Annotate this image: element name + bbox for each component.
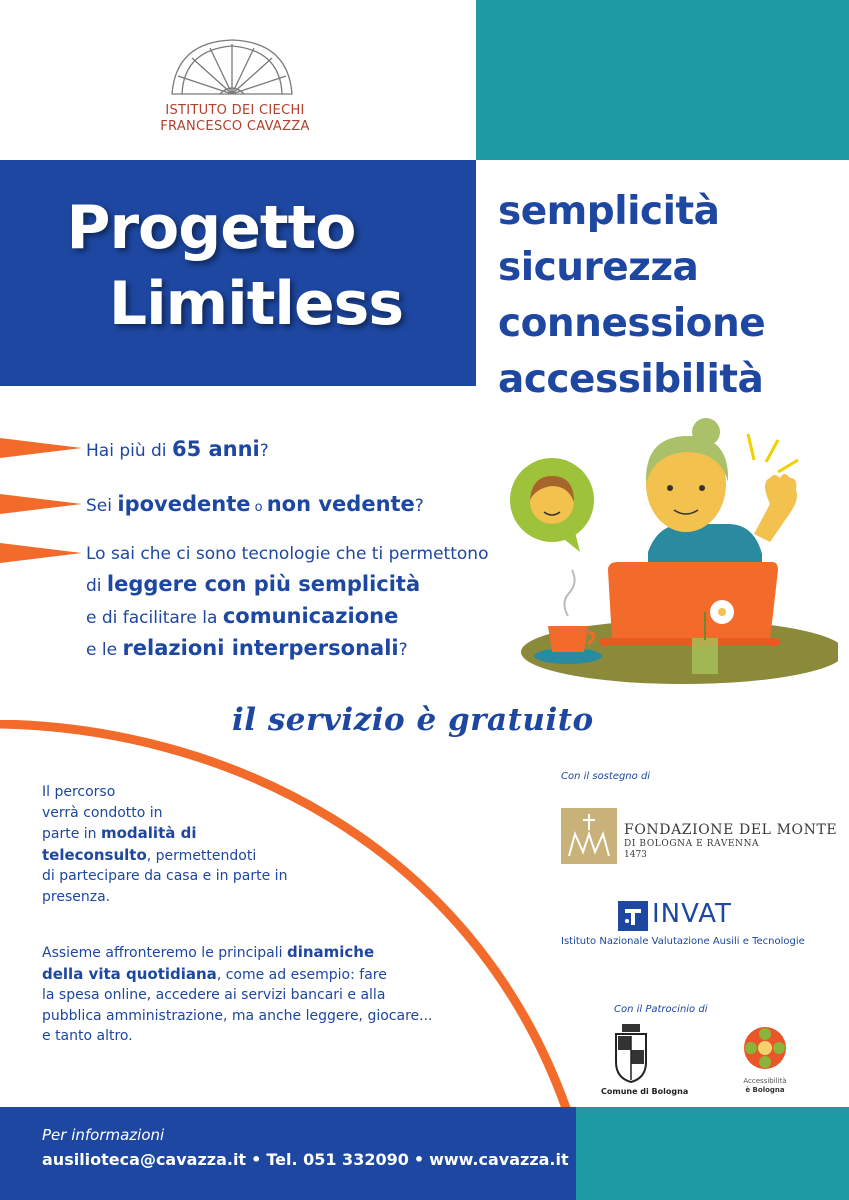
arrow-marker-icon xyxy=(0,438,82,458)
paragraph-text: , permettendoti xyxy=(146,847,257,864)
institute-name-line1: ISTITUTO DEI CIECHI xyxy=(165,103,305,118)
paragraph-line xyxy=(42,964,433,986)
keyword-list xyxy=(498,184,765,408)
paragraph-line: e tanto altro. xyxy=(42,1028,133,1044)
paragraph-text: , come ad esempio: fare xyxy=(216,966,387,983)
fondazione-del-monte-name xyxy=(624,822,837,860)
website-link[interactable]: www.cavazza.it xyxy=(429,1150,569,1169)
paragraph-highlight: dinamiche xyxy=(286,943,375,961)
question-age xyxy=(86,434,269,466)
comune-bologna-label: Comune di Bologna xyxy=(601,1087,689,1096)
arrow-marker-icon xyxy=(0,543,82,563)
orange-decorative-curve xyxy=(0,720,580,1110)
invat-logo-icon xyxy=(618,901,648,931)
question-highlight: comunicazione xyxy=(222,604,399,628)
question-text: e di facilitare la xyxy=(86,608,223,628)
accessibilita-line1: Accessibilità xyxy=(743,1077,787,1085)
phone-number[interactable]: Tel. 051 332090 xyxy=(266,1150,409,1169)
keyword-item: semplicità xyxy=(498,189,720,234)
invat-subtitle: Istituto Nazionale Valutazione Ausili e Tecnologie xyxy=(561,936,805,947)
paragraph-text: Assieme affronteremo le principali xyxy=(42,945,287,961)
free-service-slogan: il servizio è gratuito xyxy=(232,702,594,738)
question-highlight: ipovedente xyxy=(117,492,251,516)
title-line2: Limitless xyxy=(108,269,404,339)
comune-bologna-crest-icon xyxy=(614,1024,648,1084)
question-line xyxy=(86,633,488,665)
accessibilita-line2: è Bologna xyxy=(745,1086,785,1094)
email-link[interactable]: ausilioteca@cavazza.it xyxy=(42,1150,247,1169)
question-text: o xyxy=(250,500,267,515)
paragraph-highlight: della vita quotidiana xyxy=(42,964,217,983)
question-text: Hai più di xyxy=(86,441,172,461)
paragraph-line: presenza. xyxy=(42,888,111,905)
separator: • xyxy=(413,1150,425,1169)
question-highlight: relazioni interpersonali xyxy=(122,636,399,660)
keyword-item: connessione xyxy=(498,301,766,346)
paragraph-line: verrà condotto in xyxy=(42,804,163,821)
paragraph-line xyxy=(42,942,433,964)
question-highlight: leggere con più semplicità xyxy=(106,572,421,596)
institute-name xyxy=(120,103,350,135)
question-text: e le xyxy=(86,640,123,660)
institute-name-line2: FRANCESCO CAVAZZA xyxy=(160,119,310,134)
separator: • xyxy=(251,1150,262,1169)
keyword-item: accessibilità xyxy=(498,357,764,402)
paragraph-line xyxy=(42,845,287,867)
sponsor-name: FONDAZIONE DEL MONTE xyxy=(624,822,838,838)
question-text: Lo sai che ci sono tecnologie che ti permettono xyxy=(86,544,489,564)
sponsor-subtitle: DI BOLOGNA E RAVENNA xyxy=(624,839,760,849)
question-technology xyxy=(86,539,488,665)
question-mark: ? xyxy=(398,640,408,660)
paragraph-highlight: teleconsulto xyxy=(42,845,147,864)
sponsor-year: 1473 xyxy=(624,850,647,860)
info-label: Per informazioni xyxy=(42,1126,165,1144)
keyword-item: sicurezza xyxy=(498,245,699,290)
paragraph-text: parte in xyxy=(42,826,101,842)
accessibilita-bologna-label xyxy=(730,1077,800,1095)
paragraph-highlight: modalità di xyxy=(101,824,197,842)
title-line1: Progetto xyxy=(66,193,356,263)
paragraph-line: Il percorso xyxy=(42,784,116,800)
arrow-marker-icon xyxy=(0,494,82,514)
footer-teal-block xyxy=(576,1107,849,1200)
invat-name: INVAT xyxy=(652,899,732,929)
shell-logo-icon xyxy=(162,36,302,98)
paragraph-line: di partecipare da casa e in parte in xyxy=(42,868,288,884)
support-label: Con il sostegno di xyxy=(561,771,651,782)
question-text: di xyxy=(86,576,107,596)
fondazione-del-monte-logo-icon xyxy=(561,808,617,864)
paragraph-line: la spesa online, accedere ai servizi bancari e alla xyxy=(42,987,386,1003)
question-line xyxy=(86,601,488,633)
question-vision xyxy=(86,489,424,523)
paragraph-line xyxy=(42,823,287,845)
elderly-woman-laptop-illustration xyxy=(508,412,838,692)
question-highlight: non vedente xyxy=(266,492,415,516)
paragraph-description xyxy=(42,782,287,907)
question-mark: ? xyxy=(259,441,269,461)
question-highlight: 65 anni xyxy=(171,437,260,461)
teal-block-top-right xyxy=(476,0,849,160)
question-line xyxy=(86,569,488,601)
question-mark: ? xyxy=(414,496,424,516)
contact-line xyxy=(42,1150,569,1169)
patronage-label: Con il Patrocinio di xyxy=(614,1004,708,1015)
page-title xyxy=(0,190,476,342)
question-text: Sei xyxy=(86,496,118,516)
paragraph-activities xyxy=(42,942,433,1047)
accessibilita-bologna-logo-icon xyxy=(742,1025,788,1071)
paragraph-line: pubblica amministrazione, ma anche leggere, giocare... xyxy=(42,1007,433,1024)
